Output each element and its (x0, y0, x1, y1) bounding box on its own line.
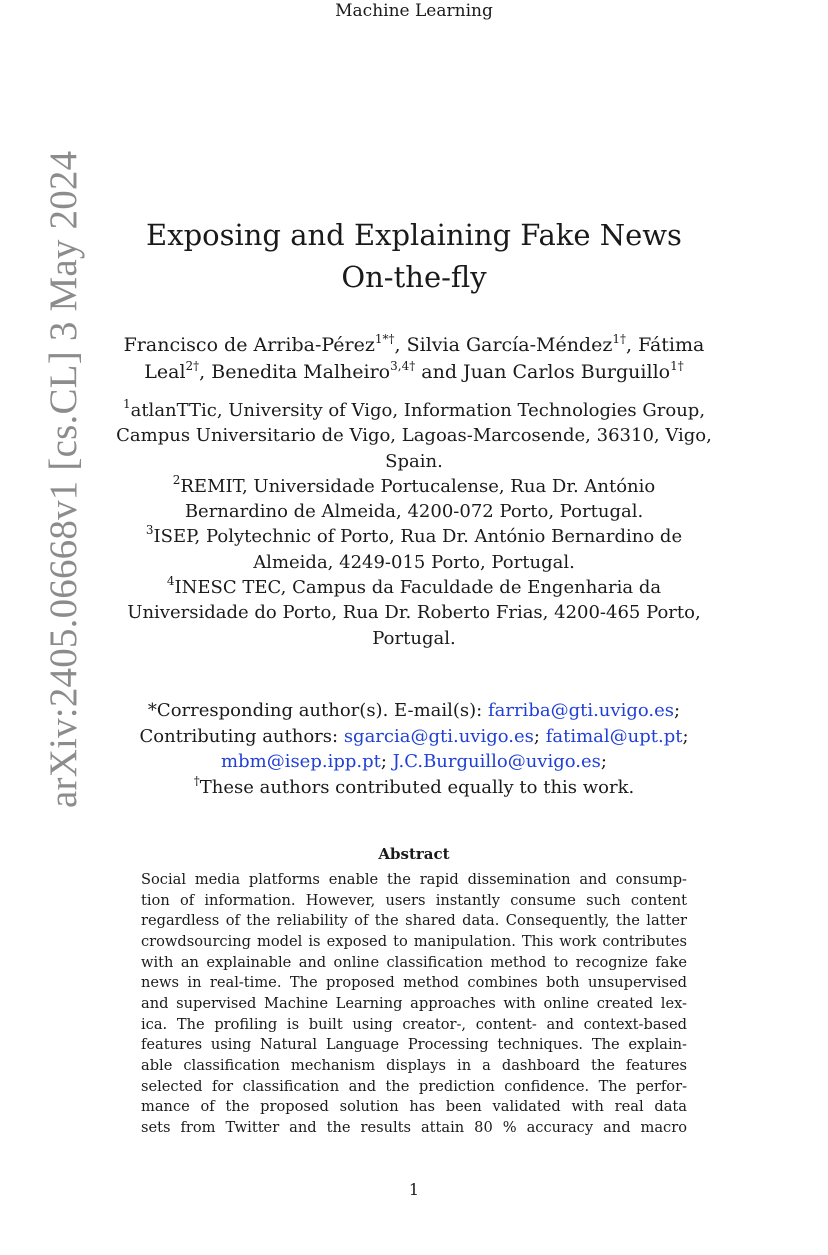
paper-title (120, 214, 708, 298)
author-affiliation-mark: 1*† (374, 332, 395, 346)
author-name: , Benedita Malheiro (199, 361, 391, 383)
affiliation-line: Almeida, 4249-015 Porto, Portugal. (253, 551, 575, 573)
affiliation-mark: 2 (172, 472, 181, 487)
equal-contribution-note (110, 775, 718, 801)
separator: ; (682, 725, 689, 747)
abstract-line: with an explainable and online classification method to recognize fake (141, 953, 687, 971)
abstract-line: selected for classification and the prediction confidence. The perfor- (141, 1077, 687, 1095)
author-affiliation-mark: 1† (612, 332, 626, 346)
affiliation-text: INESC TEC, Campus da Faculdade de Engenharia da (174, 577, 662, 599)
affiliation-list (110, 398, 718, 651)
abstract-line: regardless of the reliability of the shared data. Consequently, the latter (141, 912, 687, 930)
abstract-line: news in real-time. The proposed method combines both unsupervised (141, 974, 687, 992)
affiliation-line (110, 474, 718, 499)
abstract-line: sets from Twitter and the results attain 80 % accuracy and macro (141, 1118, 687, 1136)
affiliation-line: Portugal. (372, 627, 456, 649)
affiliation-line (110, 524, 718, 549)
author-name: , Fátima (626, 334, 705, 356)
separator: ; (673, 700, 681, 721)
page-number: 1 (408, 1180, 420, 1199)
abstract-line: and supervised Machine Learning approaches with online created lex- (141, 994, 687, 1012)
dagger-mark: † (193, 773, 200, 788)
author-affiliation-mark: 1† (670, 359, 684, 373)
abstract-line: features using Natural Language Processing techniques. The explain- (141, 1036, 687, 1054)
author-name: Francisco de Arriba-Pérez (123, 334, 375, 356)
email-link[interactable]: sgarcia@gti.uvigo.es (343, 725, 534, 747)
author-name: and Juan Carlos Burguillo (415, 361, 671, 383)
affiliation-line: Universidade do Porto, Rua Dr. Roberto Frias, 4200-465 Porto, (127, 602, 701, 624)
contact-block (110, 698, 718, 800)
abstract-line: ica. The profiling is built using creator-, content- and context-based (141, 1015, 687, 1033)
email-link[interactable]: J.C.Burguillo@uvigo.es (392, 751, 601, 772)
abstract-line: crowdsourcing model is exposed to manipulation. This work contributes (141, 932, 687, 950)
author-line-1 (100, 332, 728, 359)
affiliation-line: Spain. (385, 450, 443, 472)
contributing-authors-label: Contributing authors: (139, 725, 344, 747)
affiliation-text: REMIT, Universidade Portucalense, Rua Dr. António (180, 475, 656, 497)
author-name: , Silvia García-Méndez (394, 334, 613, 356)
affiliation-line (110, 398, 718, 423)
affiliation-text: ISEP, Polytechnic of Porto, Rua Dr. António Bernardino de (153, 526, 683, 548)
corresponding-author-label: *Corresponding author(s). E-mail(s): (147, 700, 488, 721)
affiliation-line: Campus Universitario de Vigo, Lagoas-Marcosende, 36310, Vigo, (116, 425, 712, 447)
arxiv-identifier-stamp: arXiv:2405.06668v1 [cs.CL] 3 May 2024 (42, 150, 85, 808)
abstract-line: tion of information. However, users instantly consume such content (141, 891, 687, 909)
author-line-2 (100, 359, 728, 386)
author-list (100, 332, 728, 386)
affiliation-mark: 1 (122, 397, 131, 411)
affiliation-mark: 3 (145, 523, 154, 538)
email-link[interactable]: farriba@gti.uvigo.es (487, 700, 674, 721)
equal-contribution-text: These authors contributed equally to this work. (199, 776, 635, 798)
email-link[interactable]: mbm@isep.ipp.pt (221, 751, 381, 772)
affiliation-line (110, 575, 718, 600)
affiliation-text: atlanTTic, University of Vigo, Information Technologies Group, (130, 400, 706, 421)
paper-title-line-2: On-the-fly (341, 260, 487, 294)
abstract-line: able classification mechanism displays in a dashboard the features (141, 1056, 687, 1074)
abstract-line: mance of the proposed solution has been validated with real data (141, 1098, 687, 1116)
affiliation-mark: 4 (166, 574, 175, 589)
author-affiliation-mark: 3,4† (390, 359, 416, 373)
corresponding-author-line (110, 698, 718, 724)
abstract-body (141, 870, 687, 1139)
contributing-authors-line (110, 724, 718, 750)
author-affiliation-mark: 2† (185, 359, 200, 373)
affiliation-line: Bernardino de Almeida, 4200-072 Porto, Portugal. (184, 501, 644, 523)
paper-title-line-1: Exposing and Explaining Fake News (146, 218, 682, 252)
separator: ; (380, 751, 393, 772)
email-link[interactable]: fatimal@upt.pt (545, 725, 683, 747)
running-header: Machine Learning (335, 1, 493, 21)
contributing-authors-line (110, 749, 718, 775)
abstract-heading: Abstract (378, 845, 450, 863)
separator: ; (600, 751, 607, 772)
abstract-line: Social media platforms enable the rapid dissemination and consump- (141, 871, 687, 888)
separator: ; (533, 725, 546, 747)
author-name: Leal (144, 361, 186, 383)
